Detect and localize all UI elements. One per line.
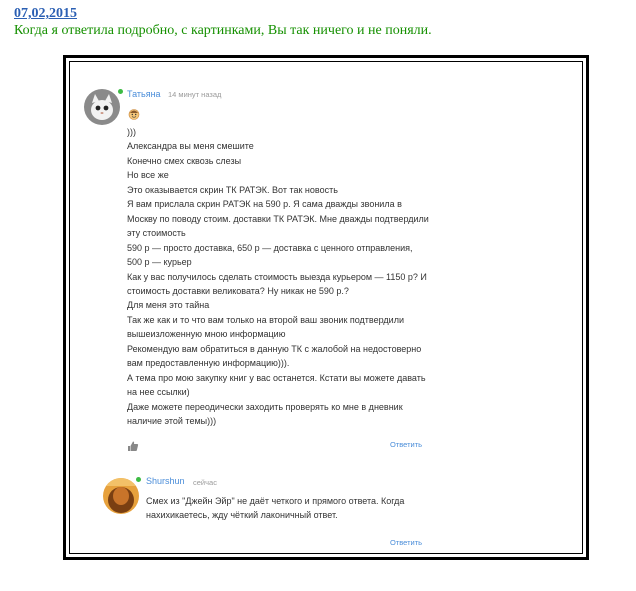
comment-line: Смех из "Джейн Эйр" не даёт четкого и прямого ответа. Когда — [146, 496, 405, 506]
comment-line: стоимость доставки великовата? Ну никак не 590 р.? — [127, 285, 349, 296]
comments-panel — [69, 61, 583, 554]
comment-time: сейчас — [193, 478, 217, 487]
comment-line: 590 р — просто доставка, 650 р — доставка с ценного отправления, — [127, 242, 413, 253]
comment-author[interactable]: Татьяна — [127, 89, 161, 99]
comment-time: 14 минут назад — [168, 90, 222, 99]
online-status-dot — [136, 477, 141, 482]
comment-line: А тема про мою закупку книг у вас останется. Кстати вы можете давать — [127, 372, 426, 383]
comment-line: ))) — [127, 127, 136, 137]
comment-line: Конечно смех сквозь слезы — [127, 155, 242, 166]
comment-line: Даже можете переодически заходить проверять ко мне в дневник — [127, 401, 403, 412]
comments-screenshot-frame — [63, 55, 589, 560]
comment-line: Александра вы меня смешите — [127, 141, 254, 152]
comment-line: вам предоставленную информацию))). — [127, 358, 290, 369]
comment-line: вышеизложенную мною информацию — [127, 329, 286, 340]
comment-line: Я вам прислала скрин РАТЭК на 590 р. Я сама дважды звонила в — [127, 199, 402, 210]
comment-line: Как у вас получилось сделать стоимость выезда курьером — 1150 р? И — [127, 271, 427, 282]
cat-avatar-icon[interactable] — [84, 89, 120, 125]
post-text: Когда я ответила подробно, с картинками, Вы так ничего и не поняли. — [14, 23, 432, 38]
comment-author[interactable]: Shurshun — [146, 476, 185, 486]
thumbs-up-icon[interactable] — [127, 437, 139, 449]
comment-body — [146, 494, 404, 523]
comment-body — [127, 125, 429, 429]
smiley-sticker-icon — [128, 105, 140, 117]
comment-line: Это оказывается скрин ТК РАТЭК. Вот так новость — [127, 184, 338, 195]
comment-line: Так же как и то что вам только на второй ваш звоник подтвердили — [127, 314, 404, 325]
comment-line: Для меня это тайна — [127, 300, 210, 311]
online-status-dot — [118, 89, 123, 94]
comment-line: 500 р — курьер — [127, 257, 192, 268]
comment-line: нахихикаетесь, жду чёткий лаконичный ответ. — [146, 510, 338, 521]
reply-link[interactable]: Ответить — [390, 538, 423, 547]
comment-line: Рекомендую вам обратиться в данную ТК с жалобой на недостоверно — [127, 343, 422, 354]
reply-link[interactable]: Ответить — [390, 440, 423, 449]
user-photo-avatar-icon[interactable] — [103, 478, 139, 514]
comment-line: Москву по поводу стоим. доставки ТК РАТЭК. Мне дважды подтвердили — [127, 213, 429, 224]
comment-line: эту стоимость — [127, 228, 186, 239]
comment-line: наличие этой темы))) — [127, 416, 217, 427]
comment-line: на нее ссылки) — [127, 387, 190, 398]
comment-line: Но все же — [127, 170, 169, 181]
post-date[interactable]: 07,02,2015 — [14, 6, 77, 21]
